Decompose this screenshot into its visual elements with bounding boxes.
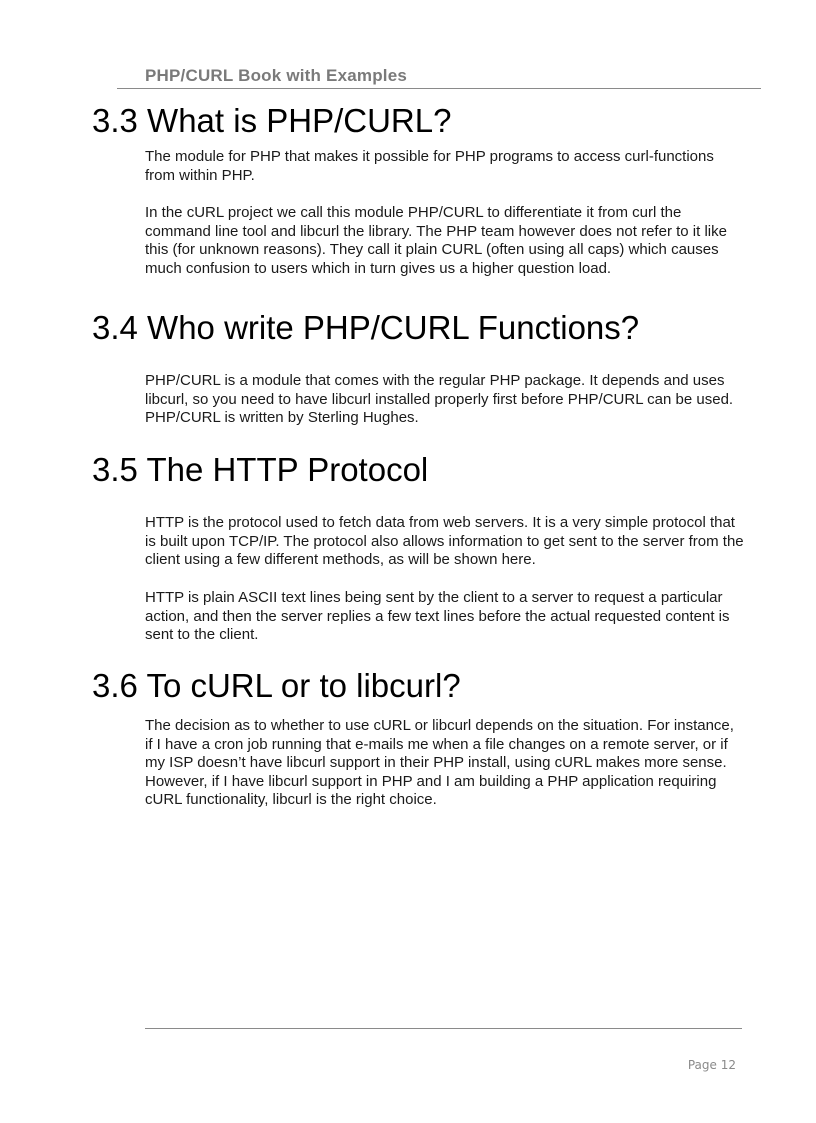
page-number: Page 12: [687, 1058, 736, 1072]
section-3-5-paragraph-1: HTTP is the protocol used to fetch data from web servers. It is a very simple protocol that is built upon TCP/IP. The protocol also allows information to get sent to the server from the client using a few different methods, as will be shown here.: [145, 514, 744, 568]
running-header-title: PHP/CURL Book with Examples: [145, 66, 408, 85]
section-3-3-paragraph-1: The module for PHP that makes it possible for PHP programs to access curl-functions from within PHP.: [145, 148, 714, 184]
section-heading-3-4: 3.4 Who write PHP/CURL Functions?: [92, 309, 640, 346]
section-3-6-paragraph-1: The decision as to whether to use cURL or libcurl depends on the situation. For instance, if I have a cron job running that e-mails me when a file changes on a remote server, or if my ISP doesn’t have libcurl support in their PHP install, using cURL makes more sense. However, if I have libcurl support in PHP and I am building a PHP application requiring cURL functionality, libcurl is the right choice.: [145, 717, 734, 808]
section-3-3-paragraph-2: In the cURL project we call this module PHP/CURL to differentiate it from curl the command line tool and libcurl the library. The PHP team however does not refer to it like this (for unknown reasons). They call it plain CURL (often using all caps) which causes much confusion to users which in turn gives us a higher question load.: [145, 204, 727, 277]
section-3-4-paragraph-1: PHP/CURL is a module that comes with the regular PHP package. It depends and uses libcurl, so you need to have libcurl installed properly first before PHP/CURL can be used. PHP/CURL is written by Sterling Hughes.: [145, 372, 734, 426]
section-heading-3-5: 3.5 The HTTP Protocol: [92, 451, 429, 488]
section-heading-3-3: 3.3 What is PHP/CURL?: [92, 102, 452, 139]
running-header: [117, 66, 761, 89]
section-heading-3-6: 3.6 To cURL or to libcurl?: [92, 667, 461, 704]
footer-divider: [145, 1028, 742, 1029]
section-3-5-paragraph-2: HTTP is plain ASCII text lines being sent by the client to a server to request a particular action, and then the server replies a few text lines before the actual requested content is sent to the client.: [145, 589, 730, 643]
